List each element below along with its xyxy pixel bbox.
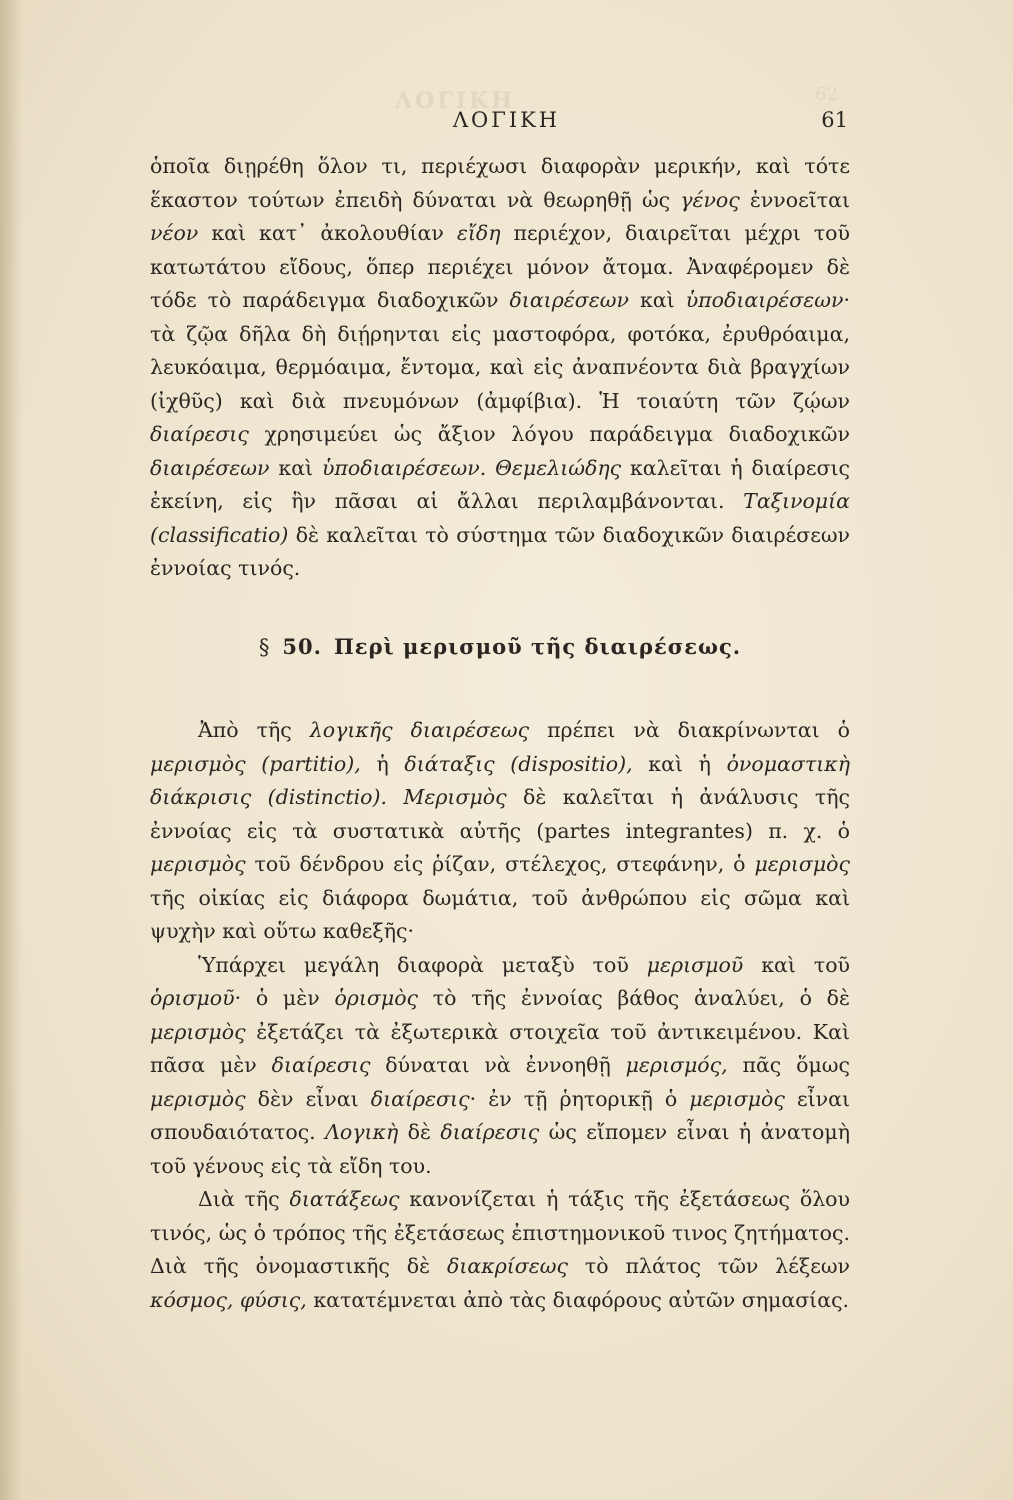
text-run: · ἐν τῇ ῥητορικῇ ὁ xyxy=(469,1086,690,1111)
text-run: κατατέμνεται ἀπὸ τὰς διαφόρους αὐτῶν σημασίας. xyxy=(306,1287,850,1312)
paragraph-2 xyxy=(150,714,850,949)
italic-term: Λογικὴ xyxy=(325,1120,399,1144)
italic-term: μερισμὸς xyxy=(689,1086,785,1111)
italic-term: διαίρεσις xyxy=(271,1053,371,1077)
text-run: · τὰ ζῷα δῆλα δὴ διῄρηνται εἰς μαστοφόρα, φοτόκα, ἐρυθρόαιμα, λευκόαιμα, θερμόαιμα, ἔντομα, καὶ εἰς ἀναπνέοντα διὰ βραγχίων (ἰχθῦς) καὶ διὰ πνευμόνων (ἀμφίβια). Ἡ τοιαύτη τῶν ζῴων xyxy=(150,288,850,413)
page-header xyxy=(0,108,1013,144)
text-run: ὡς εἴπομεν εἶναι ἡ ἀνατομὴ τοῦ γένους εἰς τὰ εἴδη του. xyxy=(150,1120,850,1178)
italic-term: διακρίσεως xyxy=(447,1254,568,1278)
italic-term: μερισμὸς xyxy=(150,852,246,876)
section-number: 50. xyxy=(282,633,322,659)
text-run: Ἀπὸ τῆς xyxy=(198,718,310,742)
italic-term: διαίρεσις xyxy=(150,422,249,446)
text-run: πᾶς ὅμως xyxy=(727,1053,850,1077)
section-heading xyxy=(150,630,850,665)
text-run: εἶναι σπουδαιότατος. xyxy=(150,1086,850,1144)
text-run: ἐξετάζει τὰ ἐξωτερικὰ στοιχεῖα τοῦ ἀντικειμένου. Καὶ πᾶσα μὲν xyxy=(150,1019,850,1077)
text-run: δύναται νὰ ἐννοηθῇ xyxy=(370,1053,626,1077)
italic-term: ὑποδιαιρέσεων xyxy=(685,288,844,312)
text-run: τοῦ δένδρου εἰς ῥίζαν, στέλεχος, στεφάνην, ὁ xyxy=(245,852,755,876)
text-run: καὶ κατ᾽ ἀκολουθίαν xyxy=(198,221,457,245)
italic-term: διάταξις (dispositio), xyxy=(404,751,633,776)
italic-term: ὁρισμοῦ xyxy=(150,986,235,1010)
italic-term: λογικῆς διαιρέσεως xyxy=(309,718,530,742)
text-run: καὶ xyxy=(628,288,686,312)
italic-term: Ταξινομία (classificatio) xyxy=(150,489,850,547)
italic-term: νέον xyxy=(150,221,199,245)
section-sign: § xyxy=(258,634,271,659)
italic-term: ὁρισμὸς xyxy=(334,986,419,1010)
italic-term: κόσμος, φύσις, xyxy=(150,1287,307,1312)
text-run: ἡ xyxy=(360,751,405,776)
italic-term: διατάξεως xyxy=(289,1187,400,1211)
italic-term: μερισμός, xyxy=(625,1053,728,1077)
text-run: · ὁ μὲν xyxy=(234,986,335,1010)
italic-term: διαίρεσις xyxy=(440,1120,540,1144)
text-run: δὲ καλεῖται ἡ ἀνάλυσις τῆς ἐννοίας εἰς τὰ συστατικὰ αὐτῆς (partes integrantes) π. χ. ὁ xyxy=(150,785,850,843)
text-run: καὶ τοῦ xyxy=(743,952,850,977)
text-run: δὲ xyxy=(398,1120,441,1144)
text-run: ὁποῖα διῃρέθη ὅλον τι, περιέχωσι διαφορὰν μερικήν, καὶ τότε ἕκαστον τούτων ἐπειδὴ δύναται νὰ θεωρηθῇ ὡς xyxy=(150,154,850,212)
paragraph-3 xyxy=(150,949,850,1184)
text-run: καλεῖται ἡ διαίρεσις ἐκείνη, εἰς ἣν πᾶσαι αἱ ἄλλαι περιλαμβάνονται. xyxy=(150,455,850,513)
italic-term: διαίρεσις xyxy=(370,1086,470,1111)
italic-term: γένος xyxy=(680,187,740,212)
running-head: ΛΟΓΙΚΗ xyxy=(452,108,561,132)
italic-term: διαιρέσεων xyxy=(150,455,270,480)
text-run: δὲ καλεῖται τὸ σύστημα τῶν διαδοχικῶν διαιρέσεων ἐννοίας τινός. xyxy=(150,522,850,580)
text-run: δὲν εἶναι xyxy=(245,1086,371,1111)
text-run: τὸ τῆς ἐννοίας βάθος ἀναλύει, ὁ δὲ xyxy=(418,986,850,1010)
italic-term: εἴδη xyxy=(456,221,501,245)
page-body xyxy=(150,150,850,1317)
text-run: καὶ ἡ xyxy=(632,751,727,776)
text-run: τῆς οἰκίας εἰς διάφορα δωμάτια, τοῦ ἀνθρώπου εἰς σῶμα καὶ ψυχὴν καὶ οὕτω καθεξῆς· xyxy=(150,885,850,943)
paragraph-4 xyxy=(150,1183,850,1317)
section-title: Περὶ μερισμοῦ τῆς διαιρέσεως. xyxy=(333,633,742,659)
text-run: ἐννοεῖται xyxy=(739,187,850,212)
italic-term: μερισμὸς (partitio), xyxy=(150,751,361,776)
text-run: Διὰ τῆς xyxy=(198,1187,290,1211)
bleed-through-number: 62 xyxy=(815,84,838,105)
italic-term: μερισμὸς xyxy=(150,1019,246,1044)
italic-term: ὀνομαστικὴ διάκρισις (distinctio). Μερισμὸς xyxy=(150,751,850,809)
text-run: καὶ xyxy=(269,455,322,480)
italic-term: μερισμὸς xyxy=(150,1086,246,1111)
binding-edge-shadow xyxy=(0,0,22,1500)
text-run: περιέχον, διαιρεῖται μέχρι τοῦ κατωτάτου εἴδους, ὅπερ περιέχει μόνον ἄτομα. Ἀναφέρομεν δὲ τόδε τὸ παράδειγμα διαδοχικῶν xyxy=(150,221,850,312)
page-number: 61 xyxy=(821,108,848,132)
text-run: τὸ πλάτος τῶν λέξεων xyxy=(567,1254,850,1278)
bleed-through-text: ΛΟΓΙΚΗ xyxy=(395,88,516,114)
text-run: πρέπει νὰ διακρίνωνται ὁ xyxy=(529,718,850,742)
italic-term: Θεμελιώδης xyxy=(495,455,622,480)
italic-term: ὑποδιαιρέσεων. xyxy=(321,455,487,480)
paragraph-1 xyxy=(150,150,850,586)
italic-term: μερισμοῦ xyxy=(646,952,744,977)
text-run: Ὑπάρχει μεγάλη διαφορὰ μεταξὺ τοῦ xyxy=(198,952,647,977)
italic-term: διαιρέσεων xyxy=(509,288,629,312)
text-run: κανονίζεται ἡ τάξις τῆς ἐξετάσεως ὅλου τινός, ὡς ὁ τρόπος τῆς ἐξετάσεως ἐπιστημονικοῦ τινος ζητήματος. Διὰ τῆς ὀνομαστικῆς δὲ xyxy=(150,1187,850,1278)
text-run: χρησιμεύει ὡς ἄξιον λόγου παράδειγμα διαδοχικῶν xyxy=(248,422,850,446)
italic-term: μερισμὸς xyxy=(754,852,850,876)
